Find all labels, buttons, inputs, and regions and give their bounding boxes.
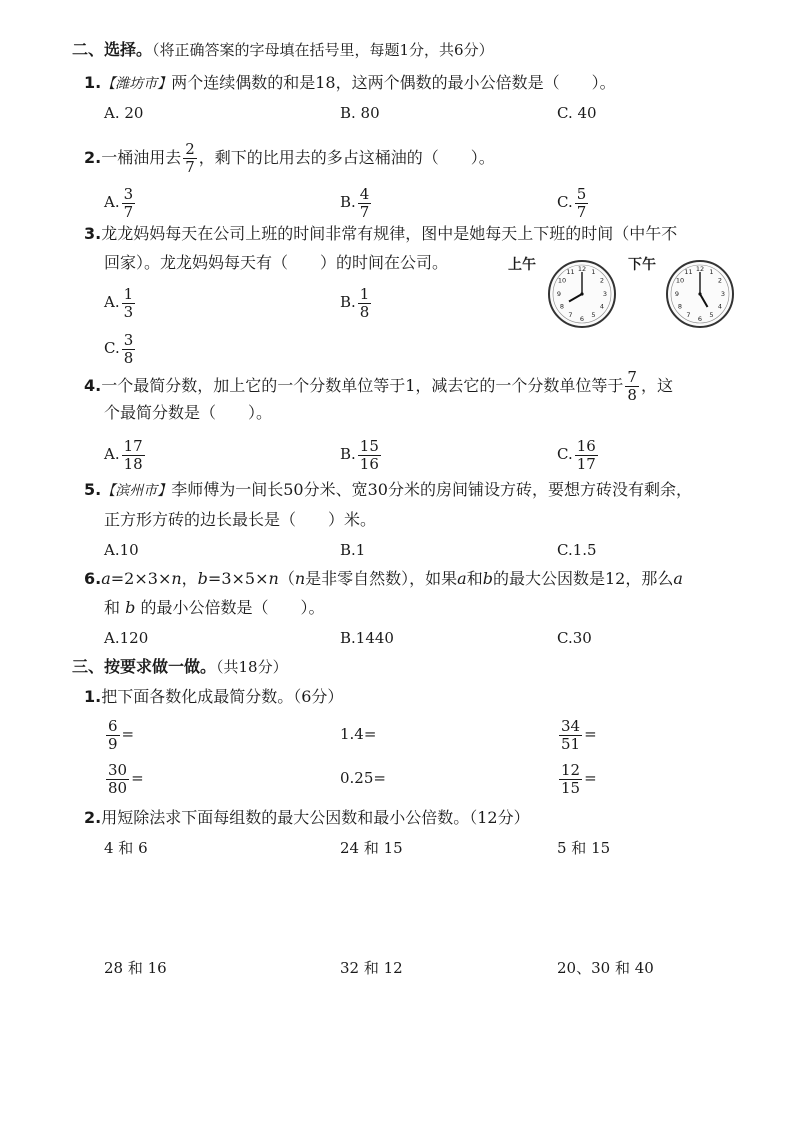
numerator: 34 [561,716,581,735]
denominator: 7 [576,202,587,221]
question-text: 一桶油用去 [101,148,182,167]
fraction [106,718,120,753]
fraction [559,762,582,797]
question-2 [84,138,495,178]
svg-text:6: 6 [697,315,703,323]
variable: n [268,569,279,588]
numerator: 5 [576,184,587,203]
section-note: （共18分） [216,658,288,676]
section-3-question-2 [84,808,530,828]
svg-text:7: 7 [568,311,573,319]
exercise-3[interactable] [557,714,597,754]
option-a[interactable]: A.120 [104,629,149,647]
exercise-4[interactable] [104,758,144,798]
section-3-question-1 [84,687,343,707]
option-c[interactable]: C. 40 [557,104,597,122]
question-6-line-2 [104,598,324,618]
section-title: 二、选择。 [72,40,153,59]
numerator: 1 [123,284,134,303]
fraction [183,141,197,176]
fraction [625,369,639,404]
denominator: 9 [108,734,118,753]
section-2-heading [72,40,494,60]
option-label: B. [340,193,356,211]
exercise-5[interactable]: 0.25= [340,769,386,787]
option-label: B. [340,445,356,463]
question-5-line-1 [84,480,692,501]
question-number: 5. [84,480,102,499]
svg-text:8: 8 [559,302,565,311]
question-text: ，剩下的比用去的多占这桶油的（ ）。 [198,148,495,167]
numerator: 17 [123,436,143,455]
question-text: 龙龙妈妈每天在公司上班的时间非常有规律，图中是她每天上下班的时间（中午不 [101,224,678,243]
clock-label-afternoon: 下午 [628,257,656,273]
option-c[interactable] [557,434,600,474]
option-label: C. [557,445,573,463]
numerator: 1 [359,284,370,303]
fraction [575,186,589,221]
denominator: 16 [359,454,379,473]
exercise-1[interactable] [104,714,134,754]
svg-text:10: 10 [675,276,685,285]
equals-sign: = [584,769,597,787]
svg-text:11: 11 [566,268,575,276]
question-number: 2. [84,808,102,827]
denominator: 8 [123,348,134,367]
option-label: A. [104,293,120,311]
option-b[interactable] [340,182,373,222]
variable: a [101,569,111,588]
clock-morning-icon [546,258,618,330]
question-text: 一个最简分数，加上它的一个分数单位等于1，减去它的一个分数单位等于 [101,376,624,395]
svg-text:4: 4 [599,302,605,311]
option-label: C. [557,193,573,211]
svg-text:4: 4 [717,302,723,311]
denominator: 17 [576,454,596,473]
svg-text:6: 6 [579,315,585,323]
question-number: 1. [84,73,102,92]
text: 的最大公因数是12，那么 [492,569,674,588]
question-5-line-2: 正方形方砖的边长最长是（ ）米。 [104,510,377,529]
question-number: 6. [84,569,102,588]
text: 的最小公倍数是（ ）。 [140,598,325,617]
region-tag: 【滨州市】 [101,483,172,499]
svg-text:10: 10 [557,276,567,285]
question-text: 李师傅为一间长50分米、宽30分米的房间铺设方砖，要想方砖没有剩余， [171,480,692,499]
section-title: 三、按要求做一做。 [72,657,217,676]
denominator: 8 [359,302,370,321]
numerator: 2 [185,140,195,158]
option-label: A. [104,193,120,211]
denominator: 8 [627,386,637,404]
variable: b [482,569,493,588]
svg-text:2: 2 [717,276,723,285]
number-group-3[interactable]: 5 和 15 [557,839,611,857]
number-group-4[interactable]: 28 和 16 [104,959,167,977]
question-6-line-1 [84,569,683,589]
question-number: 1. [84,687,102,706]
fraction [575,438,598,473]
numerator: 15 [359,436,379,455]
svg-text:5: 5 [591,311,596,319]
exercise-6[interactable] [557,758,597,798]
text: 是非零自然数），如果 [305,569,458,588]
question-3-line-1 [84,224,677,244]
question-text: 两个连续偶数的和是18，这两个偶数的最小公倍数是（ ）。 [171,73,616,92]
fraction [106,762,129,797]
denominator: 7 [185,158,195,176]
option-b[interactable] [340,434,383,474]
denominator: 7 [359,202,370,221]
svg-text:12: 12 [695,265,705,273]
equals-sign: = [584,725,597,743]
denominator: 7 [123,202,134,221]
variable: a [457,569,467,588]
variable: n [294,569,306,588]
section-note: （将正确答案的字母填在括号里，每题1分，共6分） [152,41,494,59]
svg-text:3: 3 [720,290,726,298]
svg-text:1: 1 [591,268,596,276]
option-label: A. [104,445,120,463]
fraction [358,186,372,221]
fraction [122,186,136,221]
variable: n [171,569,182,588]
number-group-2[interactable]: 24 和 15 [340,839,403,857]
text: （ [278,569,295,588]
question-text: 把下面各数化成最简分数。（6分） [101,687,344,706]
question-number: 3. [84,224,102,243]
svg-text:12: 12 [577,265,587,273]
numerator: 7 [627,368,637,386]
svg-text:3: 3 [602,290,608,298]
svg-text:8: 8 [677,302,683,311]
question-number: 4. [84,376,102,395]
option-c[interactable] [557,182,590,222]
section-3-heading [72,657,288,677]
number-group-6[interactable]: 20、30 和 40 [557,959,654,977]
fraction [559,718,582,753]
question-number: 2. [84,148,102,167]
equals-sign: = [131,769,144,787]
option-a[interactable]: A.10 [104,541,139,559]
option-b[interactable]: B.1 [340,541,366,559]
variable: b [125,598,136,617]
svg-text:11: 11 [684,268,693,276]
svg-text:1: 1 [709,268,714,276]
text: 和 [466,569,483,588]
option-b[interactable] [340,282,373,322]
question-text: 用短除法求下面每组数的最大公因数和最小公倍数。（12分） [101,808,530,827]
numerator: 12 [561,760,581,779]
equals-sign: = [121,725,135,743]
numerator: 16 [576,436,596,455]
variable: a [673,569,683,588]
option-a[interactable] [104,434,147,474]
option-a[interactable]: A. 20 [104,104,144,122]
number-group-1[interactable]: 4 和 6 [104,839,148,857]
fraction [122,286,136,321]
svg-text:9: 9 [556,290,562,298]
exercise-2[interactable]: 1.4= [340,725,377,743]
question-4-line-1 [84,366,673,406]
text: ， [181,569,198,588]
option-b[interactable]: B.1440 [340,629,394,647]
numerator: 3 [123,184,134,203]
text: =2×3× [110,569,172,588]
variable: b [197,569,208,588]
denominator: 18 [123,454,143,473]
fraction [122,332,136,367]
text: =3×5× [207,569,269,588]
numerator: 3 [123,330,134,349]
question-4-line-2: 个最简分数是（ ）。 [104,403,273,422]
option-a[interactable] [104,182,137,222]
number-group-5[interactable]: 32 和 12 [340,959,403,977]
question-text: ，这 [640,376,673,395]
option-b[interactable]: B. 80 [340,104,380,122]
clock-afternoon-icon [664,258,736,330]
question-3-line-2: 回家）。龙龙妈妈每天有（ ）的时间在公司。 [104,253,449,272]
clock-label-morning: 上午 [508,257,536,273]
question-1 [84,73,616,94]
option-a[interactable] [104,282,137,322]
fraction [122,438,145,473]
option-label: C. [104,339,120,357]
svg-text:9: 9 [674,290,680,298]
text: 和 [104,598,121,617]
svg-text:7: 7 [686,311,691,319]
fraction [358,286,372,321]
numerator: 4 [359,184,370,203]
denominator: 3 [123,302,134,321]
denominator: 51 [561,734,581,753]
svg-text:5: 5 [709,311,714,319]
numerator: 30 [108,760,128,779]
option-c[interactable]: C.30 [557,629,592,647]
denominator: 15 [561,778,581,797]
svg-text:2: 2 [599,276,605,285]
numerator: 6 [108,716,118,735]
option-c[interactable]: C.1.5 [557,541,597,559]
fraction [358,438,381,473]
option-c[interactable] [104,328,137,368]
region-tag: 【潍坊市】 [101,76,172,92]
option-label: B. [340,293,356,311]
denominator: 80 [108,778,128,797]
